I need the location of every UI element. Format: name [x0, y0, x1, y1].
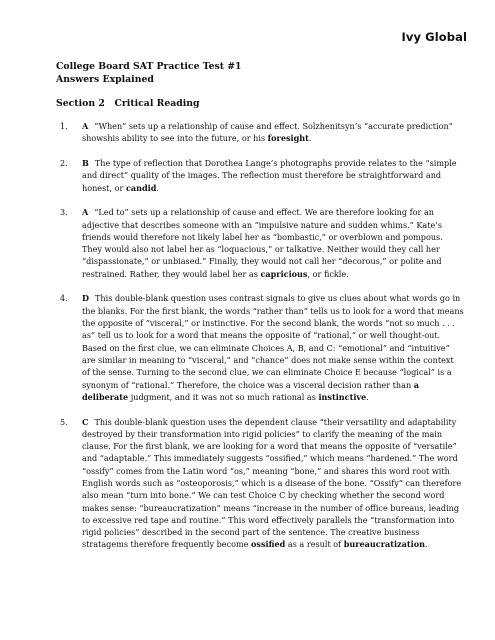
answer-number: 5.: [60, 416, 68, 427]
answer-text-end: .: [156, 182, 159, 193]
answer-number: 4.: [60, 293, 68, 304]
section-heading: Section 2 Critical Reading: [56, 98, 200, 109]
answer-list: [56, 120, 464, 563]
answer-keyword: capricious: [260, 268, 308, 279]
brand-header: Ivy Global: [401, 30, 467, 44]
answer-letter: D: [82, 293, 90, 304]
answer-item: [56, 120, 464, 145]
answer-letter: C: [82, 416, 89, 427]
answer-text-end: .: [308, 133, 312, 144]
answer-keyword-2: instinctive: [318, 391, 367, 402]
answer-item: [56, 206, 464, 280]
answer-keyword: candid: [125, 182, 157, 193]
title-line-2: Answers Explained: [56, 74, 154, 85]
answer-keyword: foresight: [267, 133, 309, 144]
answer-number: 1.: [60, 121, 68, 131]
answer-text-mid: judgment, and it was not so much rational as: [128, 391, 319, 402]
answer-text: “When” sets up a relationship of cause and effect. Solzhenitsyn’s “accurate prediction” showshis ability to see into the future, or his: [82, 121, 453, 144]
title-line-1: College Board SAT Practice Test #1: [56, 61, 242, 72]
answer-item: [56, 292, 464, 403]
answer-letter: A: [82, 121, 89, 131]
answer-text-end: , or fickle.: [307, 268, 349, 279]
answer-text: This double-blank question uses contrast signals to give us clues about what words go in the blanks. For the first blank, the words “rather than” tells us to look for a word that means the opposite of “visceral,” or instinctive. For the second blank, the words “not so much . . . as” tell us to look for a word that means the opposite of “rational,” or well thought-out. Based on the first clue, we can eliminate Choices A, B, and C: “emotional” and “intuitive” are similar in meaning to “visceral,” and “chance” does not make sense within the context of the sense. Turning to the second clue, we can eliminate Choice E because “logical” is a synonym of “rational.” Therefore, the choice was a visceral decision rather than: [82, 293, 464, 390]
document-title: [56, 60, 242, 86]
answer-text: “Led to” sets up a relationship of cause and effect. We are therefore looking for an adjective that describes someone with an “impulsive nature and sudden whims.” Kate’s friends would therefore not likely label her as “bombastic,” or overblown and pompous. They would also not label her as “loquacious,” or talkative. Neither would they call her “dispassionate,” or unbiased.” Finally, they would not call her “decorous,” or polite and restrained. Rather, they would label her as: [82, 207, 443, 279]
answer-text-end: .: [366, 391, 369, 402]
answer-text-end: .: [425, 539, 428, 550]
answer-number: 3.: [60, 207, 68, 218]
answer-text: The type of reflection that Dorothea Lange’s photographs provide relates to the “simple and direct” quality of the images. The reflection must therefore be straightforward and honest, or: [82, 157, 457, 193]
answer-keyword: a deliberate: [82, 379, 419, 402]
answer-text: This double-blank question uses the dependent clause “their versatility and adaptability destroyed by their transformation into rigid policies” to clarify the meaning of the main clause. For the first blank, we are looking for a word that means the opposite of “versatile” and “adaptable.” This immediately suggests “ossified,” which means “hardened.” The word “ossify” comes from the Latin word “os,” meaning “bone,” and shares this word root with English words such as “osteoporosis,” which is a disease of the bone. “Ossify” can therefore also mean “turn into bone.” We can test Choice C by checking whether the second word makes sense: “bureaucratization” means “increase in the number of office bureaus, leading to excessive red tape and routine.” This word effectively parallels the “transformation into rigid policies” described in the second part of the sentence. The creative business stratagems therefore frequently become: [82, 416, 462, 550]
answer-text-mid: as a result of: [285, 539, 344, 550]
answer-letter: A: [82, 207, 89, 218]
answer-keyword-2: bureaucratization: [343, 539, 425, 550]
answer-number: 2.: [60, 157, 68, 168]
answer-keyword: ossified: [251, 539, 286, 550]
answer-item: [56, 416, 464, 551]
answer-letter: B: [82, 157, 89, 168]
answer-item: [56, 157, 464, 194]
